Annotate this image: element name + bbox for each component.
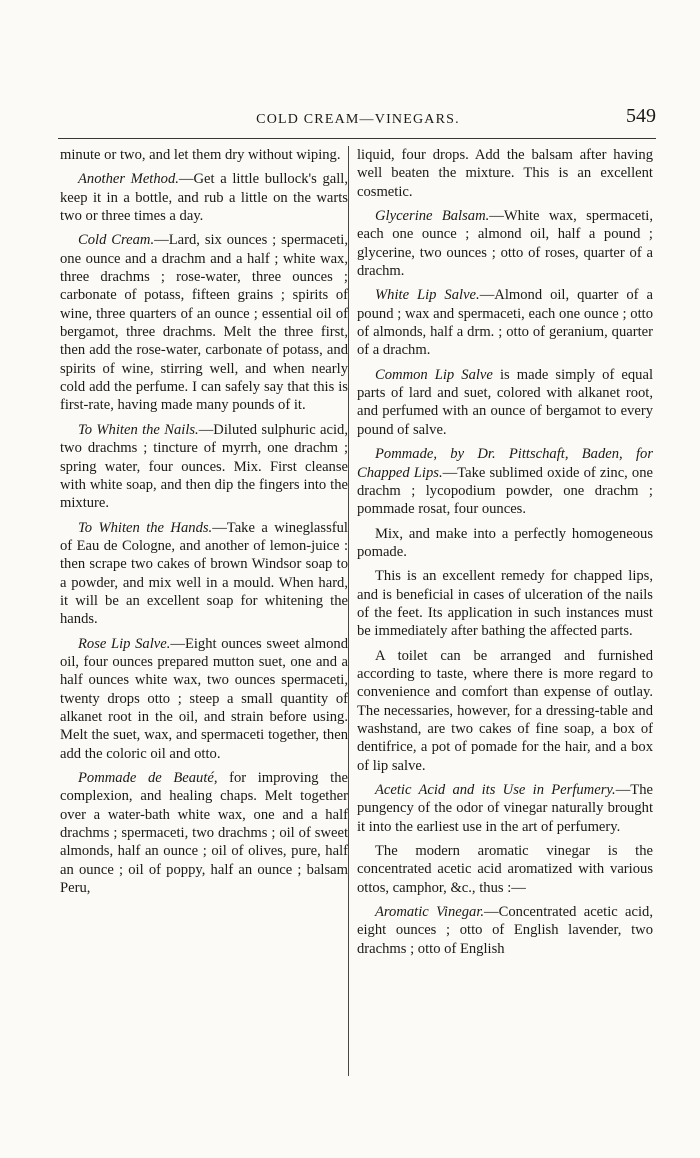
column-divider (348, 146, 349, 1076)
page-header (60, 106, 656, 136)
paragraph: Pommade de Beauté, for improving the complexion, and healing chaps. Melt together over a water-bath white wax, one and a half drachms ; spermaceti, two drachms ; oil of sweet almonds, half an ounce ; oil of olives, pure, half an ounce ; oil of poppy, half an ounce ; balsam Peru, (60, 770, 348, 897)
paragraph: liquid, four drops. Add the balsam after having well beaten the mixture. This is an excellent cosmetic. (357, 147, 653, 200)
paragraph: Glycerine Balsam.—White wax, spermaceti, each one ounce ; almond oil, half a pound ; glycerine, two ounces ; otto of roses, quarter of a drachm. (357, 208, 653, 280)
paragraph: White Lip Salve.—Almond oil, quarter of a pound ; wax and spermaceti, each one ounce ; otto of almonds, half a drm. ; otto of geranium, quarter of a drachm. (357, 287, 653, 359)
paragraph: Rose Lip Salve.—Eight ounces sweet almond oil, four ounces prepared mutton suet, one and a half ounces white wax, two ounces spermaceti, twenty drops otto ; steep a small quantity of alkanet root in the oil, and strain before using. Melt the suet, wax, and spermaceti together, then add the coloric oil and otto. (60, 635, 348, 762)
paragraph: Acetic Acid and its Use in Perfumery.—The pungency of the odor of vinegar naturally brought it into the earliest use in the art of perfumery. (357, 782, 653, 835)
right-column (357, 146, 653, 964)
paragraph: Another Method.—Get a little bullock's gall, keep it in a bottle, and rub a little on the warts two or three times a day. (60, 171, 348, 225)
paragraph: A toilet can be arranged and furnished according to taste, where there is more regard to convenience and comfort than expense of outlay. The necessaries, however, for a dressing-table and washstand, are two cakes of fine soap, a box of dentifrice, a pot of pomade for the hair, and a box of lip salve. (357, 647, 653, 774)
paragraph: This is an excellent remedy for chapped lips, and is beneficial in cases of ulceration of the nails of the feet. Its application in such instances must be immediately after bathing the affected parts. (357, 568, 653, 640)
paragraph: To Whiten the Nails.—Diluted sulphuric acid, two drachms ; tincture of myrrh, one drachm ; spring water, four ounces. Mix. First cleanse with white soap, and then dip the fingers into the mixture. (60, 421, 348, 512)
paragraph: Mix, and make into a perfectly homogeneous pomade. (357, 525, 653, 560)
paragraph: Aromatic Vinegar.—Concentrated acetic acid, eight ounces ; otto of English lavender, two drachms ; otto of English (357, 904, 653, 957)
paragraph: Pommade, by Dr. Pittschaft, Baden, for Chapped Lips.—Take sublimed oxide of zinc, one drachm ; lycopodium powder, one drachm ; pommade rosat, four ounces. (357, 446, 653, 518)
page-number: 549 (626, 105, 656, 127)
running-title: COLD CREAM—VINEGARS. (256, 112, 460, 127)
paragraph: minute or two, and let them dry without wiping. (60, 147, 341, 163)
paragraph: Cold Cream.—Lard, six ounces ; spermaceti, one ounce and a drachm and a half ; white wax, three drachms ; rose-water, three ounces ; carbonate of potass, fifteen grains ; spirits of wine, three quarters of an ounce ; essential oil of bergamot, three drachms. Melt the three first, then add the rose-water, carbonate of potass, and spirits of wine, stirring well, and when nearly cold add the perfume. I can safely say that this is first-rate, having made many pounds of it. (60, 232, 348, 414)
paragraph: The modern aromatic vinegar is the concentrated acetic acid aromatized with various ottos, camphor, &c., thus :— (357, 843, 653, 896)
left-column (60, 146, 348, 903)
paragraph: To Whiten the Hands.—Take a wineglassful of Eau de Cologne, and another of lemon-juice : then scrape two cakes of brown Windsor soap to a powder, and mix well in a mould. When hard, it will be an excellent soap for whitening the hands. (60, 519, 348, 628)
header-rule (58, 138, 656, 139)
paragraph: Common Lip Salve is made simply of equal parts of lard and suet, colored with alkanet root, and perfumed with an ounce of bergamot to every pound of salve. (357, 366, 653, 438)
